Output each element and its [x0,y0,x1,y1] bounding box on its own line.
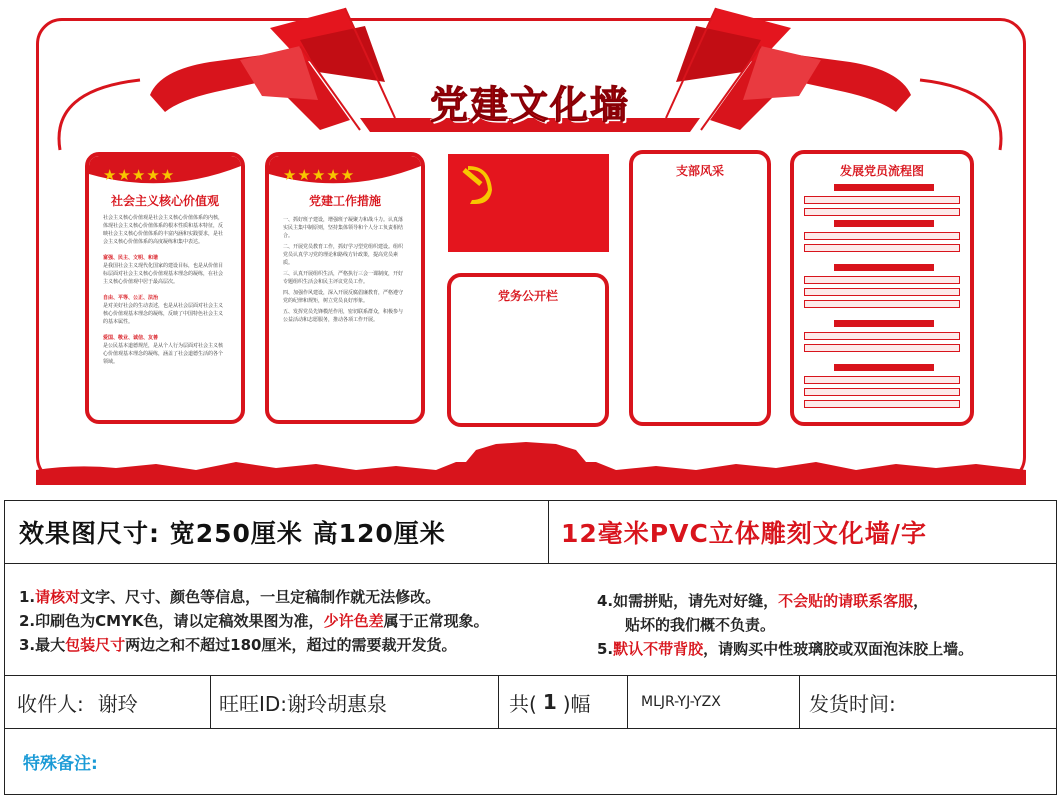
flow-stage-bar [834,264,934,271]
core-values-text-1: 是我国社会主义现代化国家的建设目标，也是从价值目标层面对社会主义核心价值观基本理念的凝练，在社会主义核心价值观中居于最高层次。 [103,263,224,285]
divider [210,676,211,728]
panel-title-core-values: 社会主义核心价值观 [110,194,219,208]
note-2 [19,610,489,631]
note-3-highlight: 包装尺寸 [65,636,126,654]
note-2-text: 属于正常现象。 [383,612,489,630]
ship-time-label: 发货时间: [809,691,896,716]
panel-core-values [85,152,245,424]
recipient-name: 谢玲 [97,691,138,716]
tiananmen-skyline [36,440,1026,485]
count-prefix: 共( [509,691,537,716]
order-info-table [4,500,1057,795]
divider [627,676,628,728]
flow-step-box [804,400,960,408]
flow-step-box [804,300,960,308]
note-4-continued: 贴坏的我们概不负责。 [625,616,776,634]
panel-party-affairs [447,273,609,427]
flow-stage-bar [834,364,934,371]
measure-item: 四、加强作风建设，深入开展反腐倡廉教育，严格遵守党的纪律和规矩，树立党员良好形象。 [283,290,404,304]
divider [548,501,549,563]
note-4-prefix: 4.如需拼贴，请先对好缝， [597,592,779,610]
flow-step-box [804,276,960,284]
flow-step-box [804,244,960,252]
panel-body-core-values [103,214,227,369]
note-1-text: 文字、尺寸、颜色等信息，一旦定稿制作就无法修改。 [80,588,441,606]
note-1-prefix: 1. [19,588,36,606]
note-1 [19,586,440,607]
remark-label: 特殊备注: [23,754,98,774]
panel-title-work-measures: 党建工作措施 [308,194,381,208]
note-4-highlight: 不会贴的请联系客服 [778,592,914,610]
core-values-text-2: 是对美好社会的生动表述，也是从社会层面对社会主义核心价值观基本理念的凝练，反映了中国特色社会主义的基本属性。 [103,303,224,325]
flow-step-box [804,332,960,340]
count-suffix: )幅 [562,691,591,716]
stars-icon: ★★★★★ [283,166,356,184]
flow-step-box [804,232,960,240]
core-values-heading-3: 爱国、敬业、诚信、友善 [103,335,159,341]
flow-step-box [804,388,960,396]
flow-step-box [804,288,960,296]
flow-stage-bar [834,320,934,327]
measure-item: 五、发挥党员先锋模范作用，密切联系群众，积极参与公益活动和志愿服务，推动各项工作开展。 [283,309,404,323]
ship-cell [809,676,1049,728]
flow-stage-bar [834,220,934,227]
recipient-cell [17,676,207,728]
panel-branch-style [629,150,771,426]
product-code: MLJR-YJ-YZX [641,694,721,710]
size-cell [19,501,539,563]
wangwang-cell [219,676,499,728]
note-2-prefix: 2.印刷色为CMYK色，请以定稿效果图为准， [19,612,324,630]
remark-cell [23,749,98,774]
note-3 [19,634,456,655]
notes-row [5,564,1056,676]
flow-step-box [804,196,960,204]
wangwang-label: 旺旺ID: [219,691,288,716]
wangwang-id: 谢玲胡惠泉 [287,691,388,716]
panel-title-party-affairs: 党务公开栏 [497,289,558,303]
recipient-row [5,676,1056,729]
measure-item: 一、抓好班子建设，增强班子凝聚力和战斗力。认真落实民主集中制原则，坚持集体领导和个人分工负责相结合。 [283,217,404,239]
party-flag [448,154,609,252]
panel-title-member-process: 发展党员流程图 [839,164,924,178]
core-values-text-3: 是公民基本道德规范，是从个人行为层面对社会主义核心价值观基本理念的凝练，涵盖了社会道德生活的各个领域。 [103,343,224,365]
note-3-text: 两边之和不超过180厘米，超过的需要裁开发货。 [125,636,457,654]
panel-body-work-measures [283,216,407,327]
flow-stage-bar [834,184,934,191]
flow-step-box [804,376,960,384]
measure-item: 三、认真开展组织生活，严格执行三会一课制度，开好专题组织生活会和民主评议党员工作。 [283,271,404,285]
note-1-highlight: 请核对 [35,588,81,606]
material-cell [561,501,1056,563]
note-5-highlight: 默认不带背胶 [613,640,704,658]
core-values-heading-2: 自由、平等、公正、法治 [103,295,159,301]
stars-icon: ★★★★★ [103,166,176,184]
note-2-highlight: 少许色差 [323,612,384,630]
note-4 [597,590,928,611]
note-5 [597,638,973,659]
divider [498,676,499,728]
panel-member-process [790,150,974,426]
note-5-prefix: 5. [597,640,614,658]
core-values-heading-1: 富强、民主、文明、和谐 [103,255,159,261]
panel-title-branch-style: 支部风采 [675,164,724,178]
wall-title: 党建文化墙 [429,83,630,127]
core-values-intro: 社会主义核心价值观是社会主义核心价值体系的内核，体现社会主义核心价值体系的根本性质和基本特征，反映社会主义核心价值体系的丰富内涵和实践要求，是社会主义核心价值体系的高度凝练和集中表达。 [103,215,224,245]
size-row [5,501,1056,564]
material-label: 12毫米PVC立体雕刻文化墙/字 [561,519,927,548]
panel-work-measures [265,152,425,424]
note-5-text: ，请购买中性玻璃胶或双面泡沫胶上墙。 [703,640,974,658]
flow-step-box [804,208,960,216]
flow-step-box [804,344,960,352]
measure-item: 二、开展党员教育工作，抓好学习型党组织建设。组织党员认真学习党的理论和路线方针政策，提高党员素质。 [283,244,404,266]
recipient-label: 收件人: [17,691,84,716]
hammer-sickle-icon [454,160,504,210]
code-cell [641,676,801,728]
note-3-prefix: 3.最大 [19,636,66,654]
count-value: 1 [542,690,557,714]
note-4-comma: ， [913,592,929,610]
divider [799,676,800,728]
count-cell [509,676,624,728]
size-label: 效果图尺寸: 宽250厘米 高120厘米 [19,519,446,548]
